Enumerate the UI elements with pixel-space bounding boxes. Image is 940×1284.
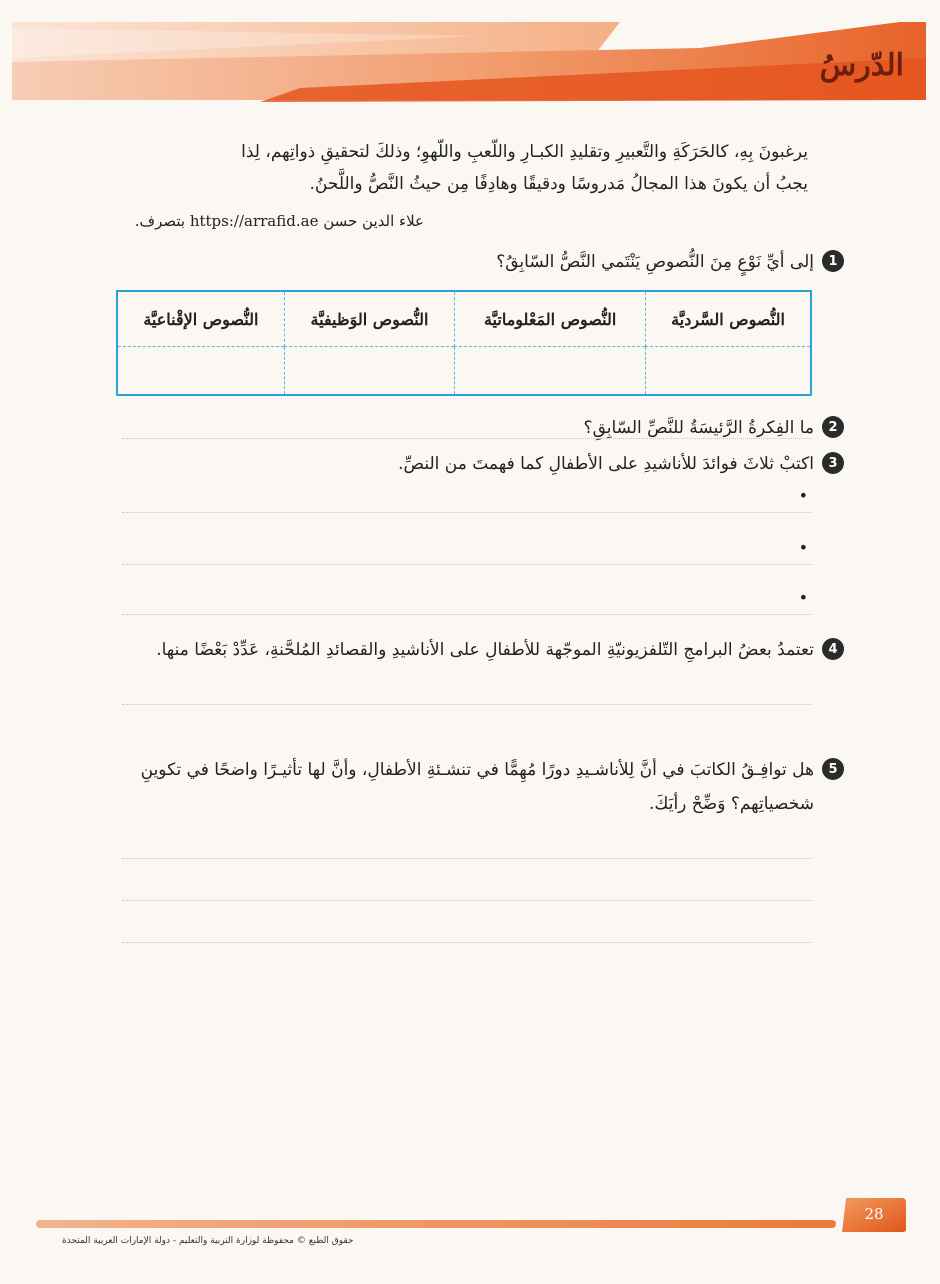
question-text: تعتمدُ بعضُ البرامجِ التّلفزيونيّةِ الموجّهة للأطفالِ على الأناشيدِ والقصائدِ المُلحَّنةِ، عَدِّدْ بَعْضًا منها.	[156, 640, 814, 660]
question-number-badge: 1	[822, 250, 844, 272]
lesson-banner	[0, 18, 940, 108]
answer-line[interactable]	[122, 614, 812, 615]
question-number-badge: 2	[822, 416, 844, 438]
table-header-informational: النُّصوص المَعْلوماتيَّة	[455, 291, 646, 347]
answer-line[interactable]	[122, 512, 812, 513]
question-number-badge: 5	[822, 758, 844, 780]
answer-line[interactable]	[122, 900, 812, 901]
page-number: 28	[864, 1205, 884, 1223]
question-line-2: شخصياتِهم؟ وَضِّحْ رأيَكَ.	[649, 794, 814, 814]
question-line-1: هل توافِـقُ الكاتبَ في أنَّ لِلأناشـيدِ دورًا مُهِمًّا في تنشـئةِ الأطفالِ، وأنَّ لها تأثيـرًا واضحًا في تكوينِ	[140, 760, 814, 780]
answer-cell-narrative[interactable]	[646, 347, 811, 396]
text-types-table	[116, 290, 812, 396]
bullet-2: •	[798, 538, 808, 557]
footer-bar	[36, 1220, 836, 1228]
bullet-3: •	[798, 588, 808, 607]
table-header-narrative: النُّصوص السَّرديَّة	[646, 291, 811, 347]
table-header-persuasive: النُّصوص الإقْناعيَّة	[117, 291, 284, 347]
bullet-1: •	[798, 486, 808, 505]
answer-cell-functional[interactable]	[284, 347, 454, 396]
copyright-notice: حقوق الطبع © محفوظة لوزارة التربية والتعليم - دولة الإمارات العربية المتحدة	[62, 1236, 354, 1246]
answer-cell-informational[interactable]	[455, 347, 646, 396]
lesson-title: الدّرسُ	[819, 48, 904, 83]
intro-paragraph	[118, 136, 808, 200]
source-citation: علاء الدين حسن https://arrafid.ae بتصرف.	[134, 212, 424, 230]
question-3	[124, 450, 844, 478]
answer-line[interactable]	[122, 438, 812, 439]
question-4	[124, 636, 844, 664]
intro-line-2: يجبُ أن يكونَ هذا المجالُ مَدروسًا ودقيقًا وهادِفًا مِن حيثُ النَّصُّ واللَّحنُ.	[309, 174, 808, 194]
banner-graphic	[0, 18, 940, 108]
question-number-badge: 4	[822, 638, 844, 660]
answer-line[interactable]	[122, 704, 812, 705]
intro-line-1: يرغبونَ بِهِ، كالحَرَكَةِ والتَّعبيرِ وتقليدِ الكبـارِ واللّعبِ واللّهوِ؛ وذلكَ لتحقيقِ ذواتِهم، لِذا	[241, 142, 808, 162]
question-number-badge: 3	[822, 452, 844, 474]
question-text: اكتبْ ثلاثَ فوائدَ للأناشيدِ على الأطفالِ كما فهمتَ من النصِّ.	[398, 454, 814, 474]
answer-line[interactable]	[122, 564, 812, 565]
question-1	[124, 248, 844, 276]
question-5	[120, 756, 844, 818]
table-header-functional: النُّصوص الوَظيفيَّة	[284, 291, 454, 347]
question-text	[120, 756, 844, 818]
question-text: إلى أيِّ نَوْعٍ مِنَ النُّصوصِ يَنْتَمي النَّصُّ السّابِقُ؟	[496, 252, 814, 272]
answer-line[interactable]	[122, 942, 812, 943]
answer-line[interactable]	[122, 858, 812, 859]
answer-cell-persuasive[interactable]	[117, 347, 284, 396]
question-text: ما الفِكرةُ الرَّئيسَةُ للنَّصِّ السّابِقِ؟	[583, 418, 814, 438]
